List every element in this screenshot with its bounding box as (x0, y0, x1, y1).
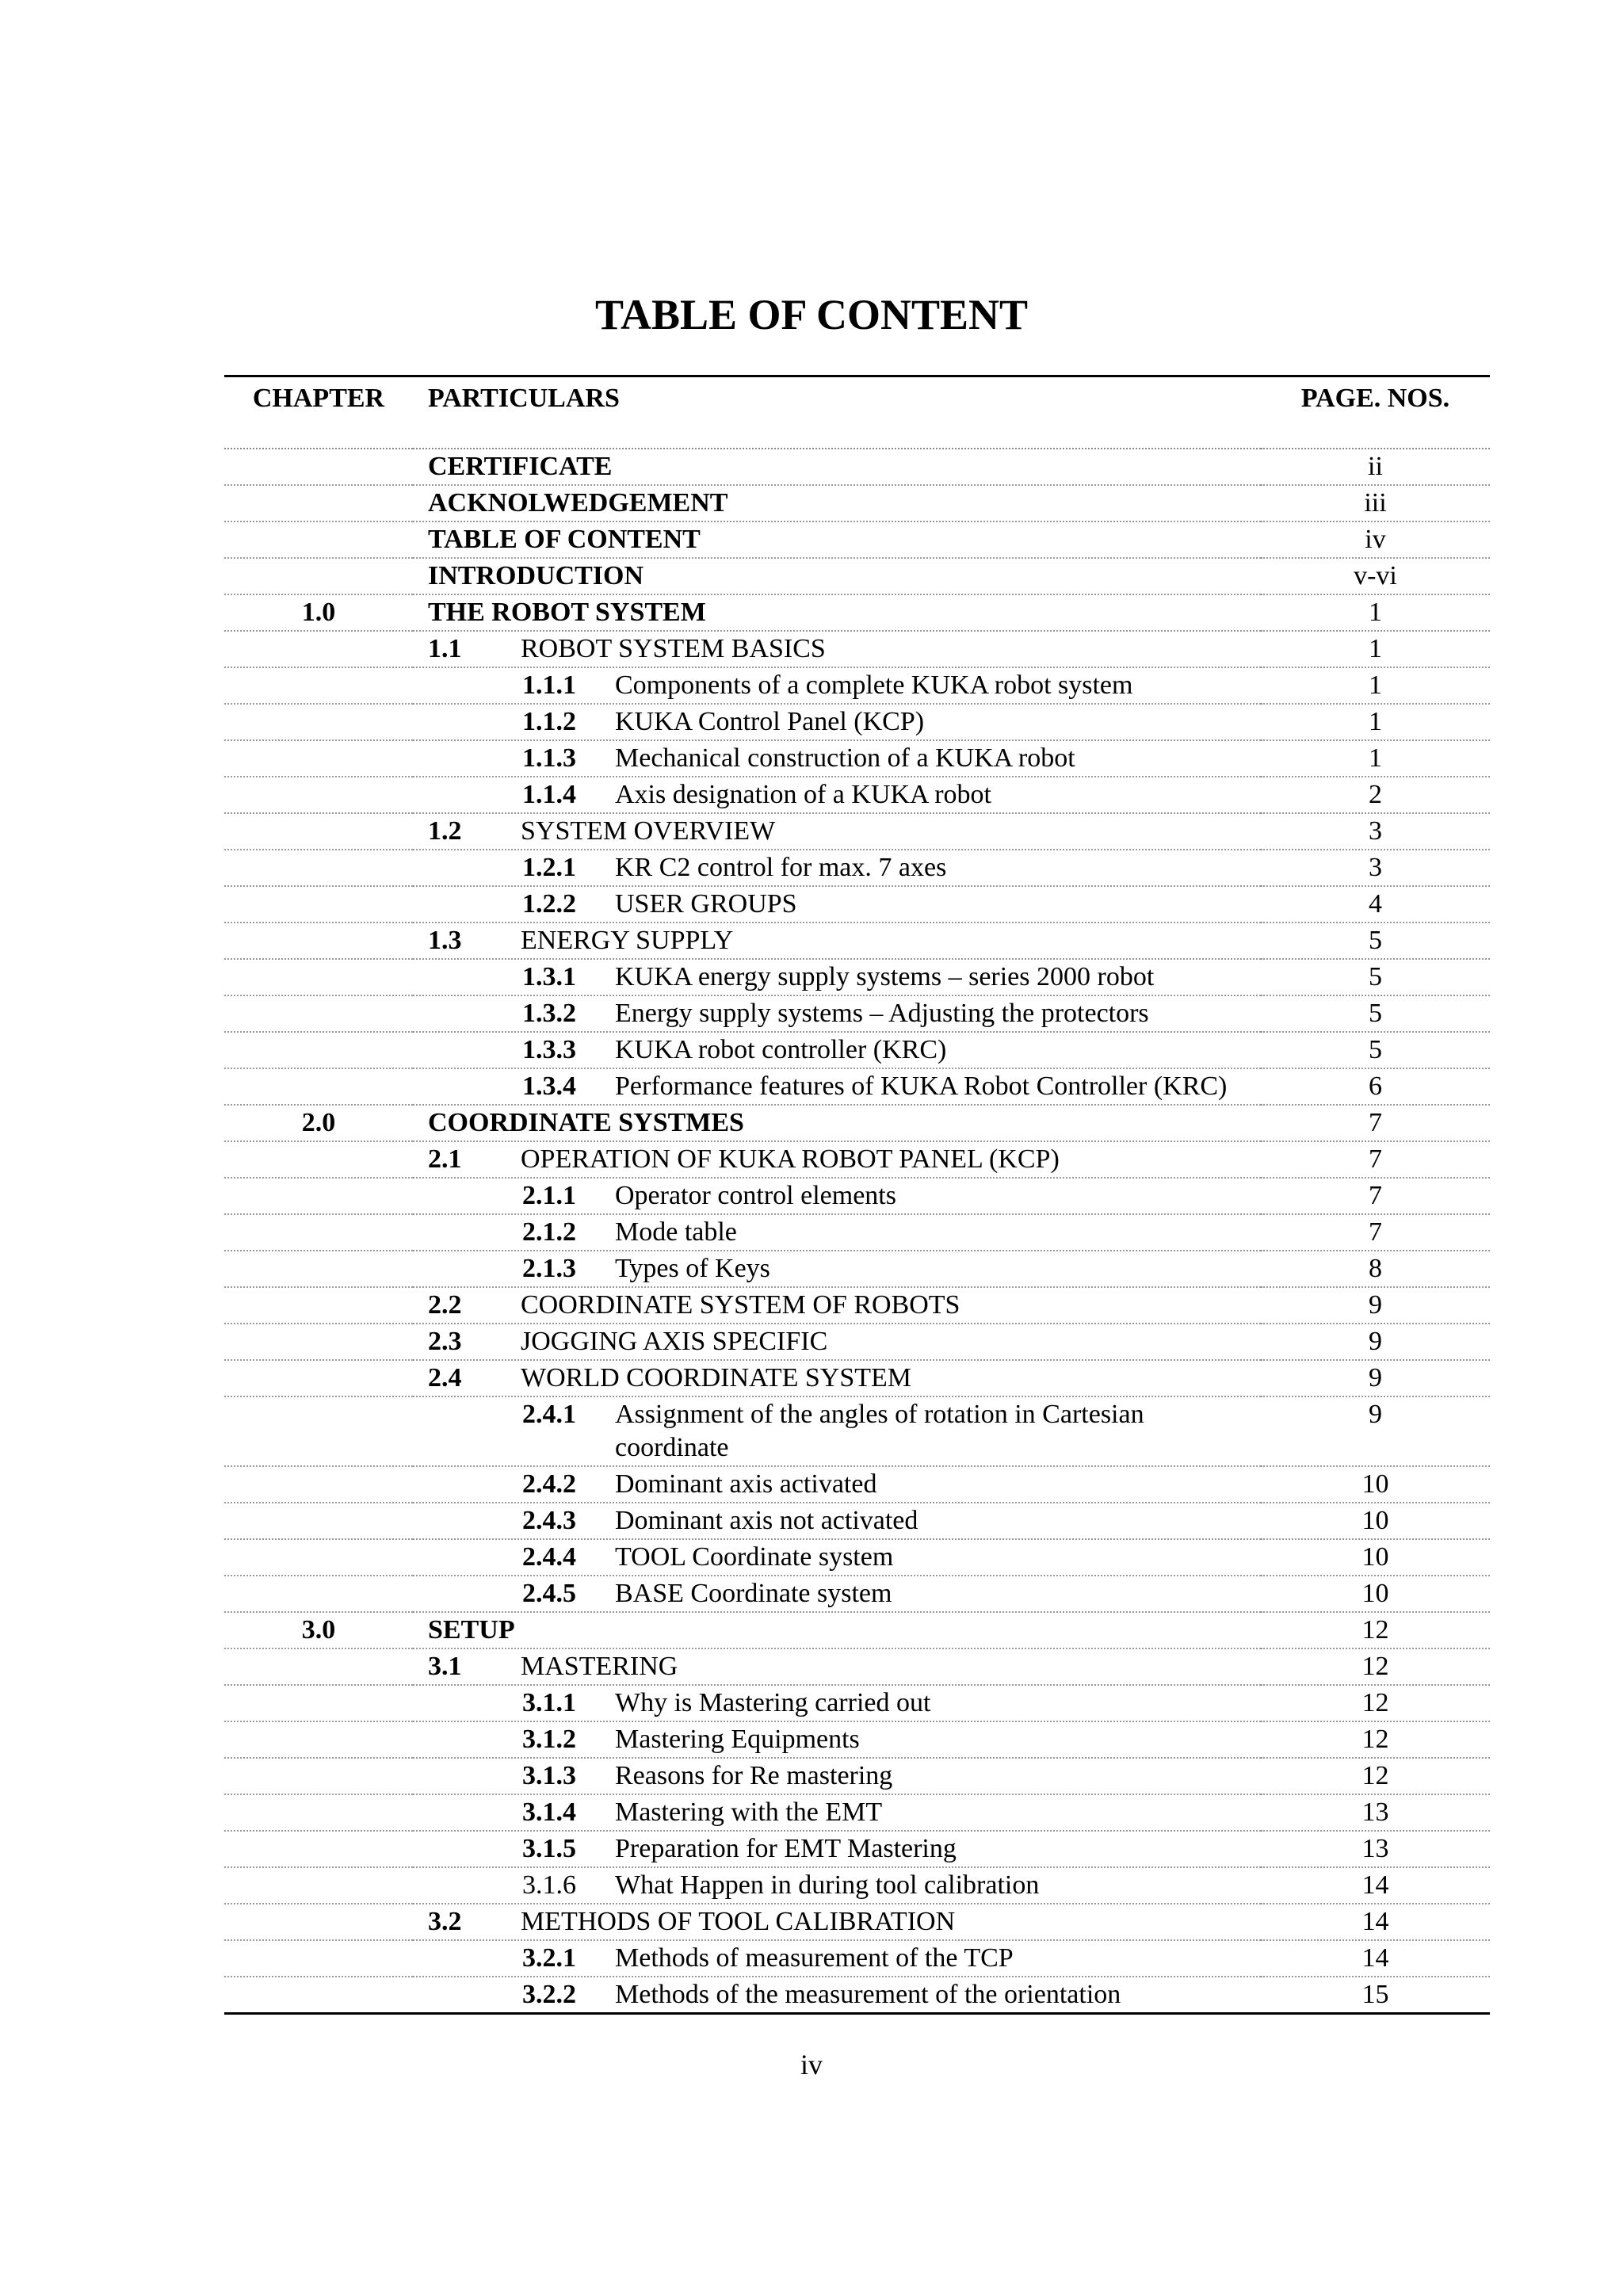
chapter-number (224, 449, 413, 485)
entry-title[interactable]: Methods of the measurement of the orientation (615, 1980, 1121, 2009)
toc-row (224, 631, 1490, 667)
chapter-number (224, 1648, 413, 1685)
toc-row (224, 740, 1490, 777)
page-number: iv (800, 2049, 823, 2080)
chapter-number: 2.0 (224, 1105, 413, 1141)
chapter-number (224, 1287, 413, 1324)
section-number: 2.2 (428, 1290, 462, 1320)
section-number: 2.4.3 (522, 1506, 576, 1535)
chapter-number (224, 923, 413, 959)
particulars-cell (413, 521, 1261, 558)
entry-title[interactable]: Dominant axis activated (615, 1469, 877, 1499)
particulars-cell (413, 1068, 1261, 1105)
chapter-number (224, 740, 413, 777)
toc-row (224, 1685, 1490, 1721)
entry-title[interactable]: KUKA energy supply systems – series 2000 robot (615, 962, 1155, 991)
particulars-cell (413, 1178, 1261, 1214)
chapter-number (224, 667, 413, 704)
header-particulars: PARTICULARS (413, 376, 1261, 449)
page-number-cell: 1 (1261, 740, 1490, 777)
toc-row (224, 1141, 1490, 1178)
section-number: 3.1.3 (522, 1761, 576, 1790)
section-number: 2.4.1 (522, 1400, 576, 1429)
entry-title[interactable]: Performance features of KUKA Robot Controller (KRC) (615, 1072, 1228, 1101)
particulars-cell (413, 1360, 1261, 1396)
particulars-cell (413, 485, 1261, 521)
chapter-number (224, 1251, 413, 1287)
particulars-cell (413, 1141, 1261, 1178)
section-number: 2.4.2 (522, 1469, 576, 1499)
chapter-number (224, 485, 413, 521)
particulars-cell (413, 1539, 1261, 1576)
chapter-number (224, 886, 413, 923)
particulars-cell (413, 1758, 1261, 1794)
entry-title[interactable]: Components of a complete KUKA robot system (615, 670, 1133, 700)
chapter-number (224, 1178, 413, 1214)
particulars-cell (413, 1503, 1261, 1539)
chapter-number (224, 521, 413, 558)
entry-title[interactable]: JOGGING AXIS SPECIFIC (521, 1327, 828, 1356)
section-number: 2.1.1 (522, 1181, 576, 1210)
page-number-cell: 3 (1261, 850, 1490, 886)
chapter-number (224, 631, 413, 667)
chapter-number (224, 1576, 413, 1612)
chapter-number (224, 704, 413, 740)
entry-title[interactable]: SETUP (428, 1615, 515, 1645)
particulars-cell (413, 1466, 1261, 1503)
entry-title[interactable]: Methods of measurement of the TCP (615, 1943, 1014, 1973)
section-number: 2.1.2 (522, 1217, 576, 1247)
page-number-cell: 10 (1261, 1503, 1490, 1539)
page-number-cell: 5 (1261, 923, 1490, 959)
chapter-number (224, 558, 413, 594)
toc-row (224, 813, 1490, 850)
entry-title[interactable]: Mechanical construction of a KUKA robot (615, 743, 1075, 773)
page-number-cell: 12 (1261, 1685, 1490, 1721)
section-number: 2.4 (428, 1363, 462, 1392)
section-number: 3.2.1 (522, 1943, 576, 1973)
page-number-cell: 9 (1261, 1360, 1490, 1396)
page-number-cell: 10 (1261, 1576, 1490, 1612)
section-number: 2.4.4 (522, 1542, 576, 1572)
toc-row (224, 1576, 1490, 1612)
chapter-number (224, 850, 413, 886)
page-number-cell: 5 (1261, 995, 1490, 1032)
section-number: 1.2.1 (522, 853, 576, 882)
entry-title[interactable]: Mode table (615, 1217, 737, 1247)
chapter-number (224, 1396, 413, 1466)
section-number: 1.3.1 (522, 962, 576, 991)
entry-title[interactable]: KUKA robot controller (KRC) (615, 1035, 947, 1064)
toc-row (224, 1940, 1490, 1977)
toc-row (224, 1178, 1490, 1214)
toc-row (224, 1794, 1490, 1831)
chapter-number (224, 1831, 413, 1867)
section-number: 1.2 (428, 816, 462, 846)
entry-title[interactable]: Axis designation of a KUKA robot (615, 780, 992, 809)
particulars-cell (413, 449, 1261, 485)
toc-row (224, 1831, 1490, 1867)
section-number: 1.1 (428, 634, 462, 663)
entry-title[interactable]: KR C2 control for max. 7 axes (615, 853, 947, 882)
entry-title[interactable]: ROBOT SYSTEM BASICS (521, 634, 826, 663)
page-number-cell: 1 (1261, 667, 1490, 704)
page-number-cell: 13 (1261, 1831, 1490, 1867)
particulars-cell (413, 667, 1261, 704)
section-number: 3.1.6 (522, 1870, 576, 1900)
page-number-cell: 7 (1261, 1178, 1490, 1214)
chapter-number (224, 1032, 413, 1068)
page-number-cell: 13 (1261, 1794, 1490, 1831)
page-number-cell: 3 (1261, 813, 1490, 850)
particulars-cell (413, 631, 1261, 667)
page-number-cell: 1 (1261, 704, 1490, 740)
entry-title[interactable]: Dominant axis not activated (615, 1506, 918, 1535)
toc-row (224, 1721, 1490, 1758)
toc-row (224, 1032, 1490, 1068)
toc-row (224, 667, 1490, 704)
particulars-cell (413, 740, 1261, 777)
chapter-number (224, 1721, 413, 1758)
toc-row (224, 1612, 1490, 1648)
particulars-cell (413, 1032, 1261, 1068)
particulars-cell (413, 1831, 1261, 1867)
toc-row (224, 1466, 1490, 1503)
page-number-cell: 2 (1261, 777, 1490, 813)
toc-row (224, 1503, 1490, 1539)
entry-title[interactable]: COORDINATE SYSTMES (428, 1108, 744, 1137)
toc-row (224, 485, 1490, 521)
toc-row (224, 1539, 1490, 1576)
entry-title[interactable]: OPERATION OF KUKA ROBOT PANEL (KCP) (521, 1144, 1060, 1174)
chapter-number (224, 1324, 413, 1360)
entry-title[interactable]: SYSTEM OVERVIEW (521, 816, 776, 846)
entry-title[interactable]: USER GROUPS (615, 889, 797, 919)
toc-row (224, 521, 1490, 558)
page-number-cell: 5 (1261, 1032, 1490, 1068)
page-number-cell: 14 (1261, 1904, 1490, 1940)
page-number-cell: 10 (1261, 1466, 1490, 1503)
toc-row (224, 1324, 1490, 1360)
entry-title[interactable]: TOOL Coordinate system (615, 1542, 894, 1572)
particulars-cell (413, 1612, 1261, 1648)
particulars-cell (413, 594, 1261, 631)
toc-row (224, 1648, 1490, 1685)
particulars-cell (413, 1904, 1261, 1940)
chapter-number (224, 1867, 413, 1904)
page-number-cell: 12 (1261, 1612, 1490, 1648)
chapter-number (224, 1539, 413, 1576)
page-number-cell: 1 (1261, 631, 1490, 667)
toc-row (224, 594, 1490, 631)
toc-row (224, 704, 1490, 740)
toc-row (224, 1214, 1490, 1251)
section-number: 3.1.5 (522, 1834, 576, 1863)
page-number-cell: iv (1261, 521, 1490, 558)
particulars-cell (413, 813, 1261, 850)
entry-title[interactable]: Preparation for EMT Mastering (615, 1834, 957, 1863)
toc-row (224, 1105, 1490, 1141)
section-number: 3.2.2 (522, 1980, 576, 2009)
entry-title[interactable]: BASE Coordinate system (615, 1579, 892, 1608)
chapter-number (224, 1758, 413, 1794)
page-number-cell: 9 (1261, 1287, 1490, 1324)
chapter-number (224, 1794, 413, 1831)
section-number: 1.3.3 (522, 1035, 576, 1064)
particulars-cell (413, 1648, 1261, 1685)
chapter-number (224, 1977, 413, 2014)
chapter-number (224, 1068, 413, 1105)
toc-row (224, 886, 1490, 923)
page-number-cell: 12 (1261, 1648, 1490, 1685)
particulars-cell (413, 886, 1261, 923)
page-number-cell: 7 (1261, 1141, 1490, 1178)
particulars-cell (413, 1324, 1261, 1360)
particulars-cell (413, 558, 1261, 594)
toc-row (224, 1360, 1490, 1396)
particulars-cell (413, 959, 1261, 995)
page-number-cell: 15 (1261, 1977, 1490, 2014)
section-number: 3.1.4 (522, 1797, 576, 1827)
page-number-cell: 9 (1261, 1396, 1490, 1466)
particulars-cell (413, 704, 1261, 740)
page-number-cell: 10 (1261, 1539, 1490, 1576)
entry-title[interactable]: METHODS OF TOOL CALIBRATION (521, 1907, 956, 1936)
particulars-cell (413, 1251, 1261, 1287)
chapter-number (224, 1360, 413, 1396)
page-number-cell: 7 (1261, 1214, 1490, 1251)
toc-row (224, 777, 1490, 813)
particulars-cell (413, 1977, 1261, 2014)
entry-title[interactable]: WORLD COORDINATE SYSTEM (521, 1363, 911, 1392)
page-number-cell: 7 (1261, 1105, 1490, 1141)
section-number: 1.3.4 (522, 1072, 576, 1101)
entry-title[interactable]: COORDINATE SYSTEM OF ROBOTS (521, 1290, 960, 1320)
page-number-cell: v-vi (1261, 558, 1490, 594)
entry-title[interactable]: CERTIFICATE (428, 452, 613, 481)
page-number-cell: 9 (1261, 1324, 1490, 1360)
particulars-cell (413, 1721, 1261, 1758)
section-number: 1.1.4 (522, 780, 576, 809)
section-number: 1.2.2 (522, 889, 576, 919)
toc-row (224, 449, 1490, 485)
particulars-cell (413, 995, 1261, 1032)
toc-row (224, 959, 1490, 995)
page-number-cell: 4 (1261, 886, 1490, 923)
page-number-cell: 6 (1261, 1068, 1490, 1105)
toc-row (224, 1251, 1490, 1287)
entry-title[interactable]: MASTERING (521, 1652, 678, 1681)
page-number-cell: 14 (1261, 1867, 1490, 1904)
particulars-cell (413, 777, 1261, 813)
entry-title[interactable]: ACKNOLWEDGEMENT (428, 488, 728, 518)
particulars-cell (413, 1287, 1261, 1324)
header-page: PAGE. NOS. (1261, 376, 1490, 449)
entry-title[interactable]: Types of Keys (615, 1254, 770, 1283)
toc-row (224, 1758, 1490, 1794)
entry-title[interactable]: Mastering Equipments (615, 1725, 860, 1754)
section-number: 1.1.2 (522, 707, 576, 736)
entry-title[interactable]: Energy supply systems – Adjusting the protectors (615, 999, 1149, 1028)
section-number: 3.2 (428, 1907, 462, 1936)
section-number: 2.1.3 (522, 1254, 576, 1283)
chapter-number (224, 959, 413, 995)
page-number-cell: 12 (1261, 1721, 1490, 1758)
section-number: 3.1 (428, 1652, 462, 1681)
chapter-number (224, 1503, 413, 1539)
toc-row (224, 995, 1490, 1032)
particulars-cell (413, 1396, 1261, 1466)
entry-title[interactable]: Assignment of the angles of rotation in Cartesian coordinate (615, 1400, 1144, 1462)
particulars-cell (413, 1214, 1261, 1251)
particulars-cell (413, 1105, 1261, 1141)
chapter-number (224, 1466, 413, 1503)
entry-title[interactable]: KUKA Control Panel (KCP) (615, 707, 925, 736)
toc-header-row (224, 376, 1490, 449)
header-chapter: CHAPTER (224, 376, 413, 449)
particulars-cell (413, 1576, 1261, 1612)
toc-table (224, 375, 1490, 2015)
toc-row (224, 1904, 1490, 1940)
entry-title[interactable]: INTRODUCTION (428, 561, 644, 590)
chapter-number (224, 1141, 413, 1178)
section-number: 2.1 (428, 1144, 462, 1174)
toc-row (224, 1287, 1490, 1324)
page-number-cell: iii (1261, 485, 1490, 521)
toc-row (224, 1396, 1490, 1466)
chapter-number (224, 777, 413, 813)
toc-body (224, 449, 1490, 2014)
section-number: 2.4.5 (522, 1579, 576, 1608)
chapter-number (224, 1904, 413, 1940)
chapter-number (224, 1940, 413, 1977)
toc-row (224, 1068, 1490, 1105)
chapter-number (224, 1214, 413, 1251)
page-number-cell: 8 (1261, 1251, 1490, 1287)
particulars-cell (413, 850, 1261, 886)
chapter-number (224, 995, 413, 1032)
toc-row (224, 923, 1490, 959)
section-number: 1.1.1 (522, 670, 576, 700)
section-number: 1.1.3 (522, 743, 576, 773)
particulars-cell (413, 1794, 1261, 1831)
page-number-cell: 1 (1261, 594, 1490, 631)
page-number-cell: 12 (1261, 1758, 1490, 1794)
page-number-cell: 5 (1261, 959, 1490, 995)
section-number: 3.1.1 (522, 1688, 576, 1717)
particulars-cell (413, 1867, 1261, 1904)
chapter-number (224, 813, 413, 850)
section-number: 1.3 (428, 926, 462, 955)
page-number-cell: 14 (1261, 1940, 1490, 1977)
toc-row (224, 1977, 1490, 2014)
entry-title[interactable]: THE ROBOT SYSTEM (428, 598, 706, 627)
section-number: 2.3 (428, 1327, 462, 1356)
particulars-cell (413, 923, 1261, 959)
chapter-number (224, 1685, 413, 1721)
entry-title[interactable]: TABLE OF CONTENT (428, 525, 701, 554)
section-number: 1.3.2 (522, 999, 576, 1028)
particulars-cell (413, 1940, 1261, 1977)
toc-row (224, 850, 1490, 886)
page-number-cell: ii (1261, 449, 1490, 485)
entry-title[interactable]: ENERGY SUPPLY (521, 926, 734, 955)
toc-row (224, 1867, 1490, 1904)
page-title: TABLE OF CONTENT (594, 291, 1029, 338)
section-number: 3.1.2 (522, 1725, 576, 1754)
entry-title[interactable]: What Happen in during tool calibration (615, 1870, 1040, 1900)
particulars-cell (413, 1685, 1261, 1721)
entry-title[interactable]: Why is Mastering carried out (615, 1688, 931, 1717)
chapter-number: 3.0 (224, 1612, 413, 1648)
entry-title[interactable]: Reasons for Re mastering (615, 1761, 893, 1790)
toc-row (224, 558, 1490, 594)
chapter-number: 1.0 (224, 594, 413, 631)
entry-title[interactable]: Mastering with the EMT (615, 1797, 883, 1827)
entry-title[interactable]: Operator control elements (615, 1181, 896, 1210)
